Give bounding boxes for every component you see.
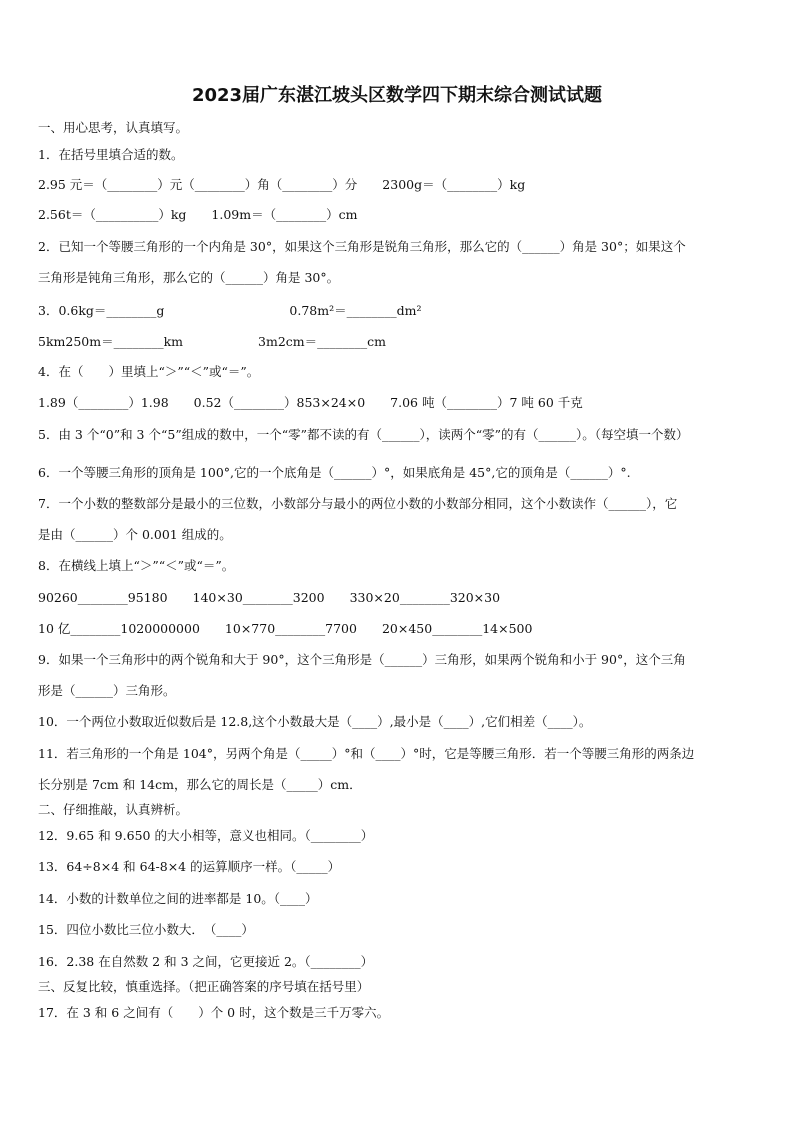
question-2-line-2: 三角形是钝角三角形，那么它的（______）角是 30°。 xyxy=(38,270,340,285)
question-10: 10．一个两位小数取近似数后是 12.8,这个小数最大是（____）,最小是（____）,它们相差（____）。 xyxy=(38,714,592,729)
question-11-line-1: 11．若三角形的一个角是 104°，另两个角是（_____）°和（____）°时，它是等腰三角形．若一个等腰三角形的两条边 xyxy=(38,746,695,761)
question-9-line-1: 9．如果一个三角形中的两个锐角和大于 90°，这个三角形是（______）三角形，如果两个锐角和小于 90°，这个三角 xyxy=(38,652,686,667)
question-7-line-2: 是由（______）个 0.001 组成的。 xyxy=(38,527,232,542)
question-13: 13．64÷8×4 和 64-8×4 的运算顺序一样。（_____） xyxy=(38,859,341,874)
question-14: 14．小数的计数单位之间的进率都是 10。（____） xyxy=(38,891,318,906)
question-1-prompt: 1．在括号里填合适的数。 xyxy=(38,147,184,162)
question-3-row-2: 5km250m＝________km 3m2cm＝________cm xyxy=(38,334,386,349)
question-5: 5．由 3 个“0”和 3 个“5”组成的数中，一个“零”都不读的有（______），读两个“零”的有（______）。（每空填一个数） xyxy=(38,427,689,442)
section-heading-3: 三、反复比较，慎重选择。（把正确答案的序号填在括号里） xyxy=(38,979,370,994)
question-17: 17．在 3 和 6 之间有（ ）个 0 时，这个数是三千万零六。 xyxy=(38,1005,390,1020)
question-8-row-2: 10 亿________1020000000 10×770________7700 20×450________14×500 xyxy=(38,621,533,636)
question-9-line-2: 形是（______）三角形。 xyxy=(38,683,176,698)
question-15: 15．四位小数比三位小数大． （____） xyxy=(38,922,254,937)
question-8-prompt: 8．在横线上填上“＞”“＜”或“＝”。 xyxy=(38,558,235,573)
question-8-row-1: 90260________95180 140×30________3200 330×20________320×30 xyxy=(38,590,501,605)
section-heading-2: 二、仔细推敲，认真辨析。 xyxy=(38,802,189,817)
question-1-row-2: 2.56t＝（__________）kg 1.09m＝（________）cm xyxy=(38,207,358,222)
question-12: 12．9.65 和 9.650 的大小相等，意义也相同。（________） xyxy=(38,828,374,843)
question-7-line-1: 7．一个小数的整数部分是最小的三位数，小数部分与最小的两位小数的小数部分相同，这个小数读作（______），它 xyxy=(38,496,678,511)
section-heading-1: 一、用心思考，认真填写。 xyxy=(38,120,189,135)
question-1-row-1: 2.95 元＝（________）元（________）角（________）分 2300g＝（________）kg xyxy=(38,177,526,192)
question-2-line-1: 2．已知一个等腰三角形的一个内角是 30°，如果这个三角形是锐角三角形，那么它的（______）角是 30°；如果这个 xyxy=(38,239,686,254)
question-11-line-2: 长分别是 7cm 和 14cm，那么它的周长是（_____）cm． xyxy=(38,777,362,792)
question-16: 16．2.38 在自然数 2 和 3 之间，它更接近 2。（________） xyxy=(38,954,374,969)
page-title: 2023届广东湛江坡头区数学四下期末综合测试试题 xyxy=(191,85,603,106)
question-6: 6．一个等腰三角形的顶角是 100°,它的一个底角是（______）°，如果底角是 45°,它的顶角是（______）°. xyxy=(38,465,631,480)
question-4-prompt: 4．在（ ）里填上“＞”“＜”或“＝”。 xyxy=(38,364,260,379)
question-4-row: 1.89（________）1.98 0.52（________）853×24×0 7.06 吨（________）7 吨 60 千克 xyxy=(38,395,583,410)
question-3-row-1: 3．0.6kg＝________g 0.78m²＝________dm² xyxy=(38,303,422,318)
